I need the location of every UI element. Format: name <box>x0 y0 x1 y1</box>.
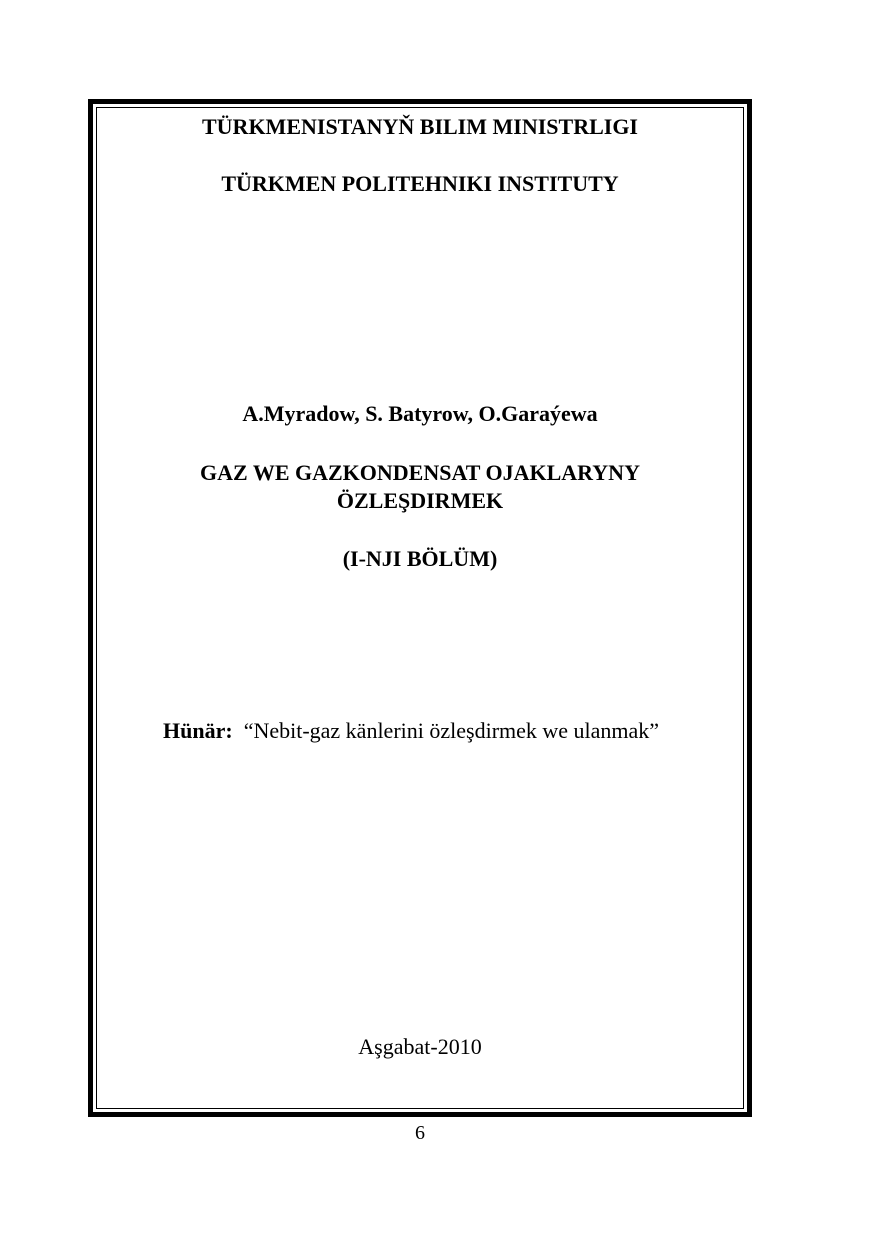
speciality-label: Hünär: <box>163 718 233 743</box>
book-title-line-2: ÖZLEŞDIRMEK <box>336 488 504 513</box>
institute-heading: TÜRKMEN POLITEHNIKI INSTITUTY <box>221 171 619 196</box>
speciality-value: “Nebit-gaz känlerini özleşdirmek we ulanmak” <box>243 718 660 743</box>
page-border-inner <box>96 107 744 1109</box>
authors: A.Myradow, S. Batyrow, O.Garaýewa <box>242 401 598 426</box>
city-year: Aşgabat-2010 <box>358 1034 482 1059</box>
book-part: (I-NJI BÖLÜM) <box>342 546 498 571</box>
ministry-heading: TÜRKMENISTANYŇ BILIM MINISTRLIGI <box>202 114 638 139</box>
speciality <box>163 718 659 744</box>
book-title-line-1: GAZ WE GAZKONDENSAT OJAKLARYNY <box>200 460 640 485</box>
page-number: 6 <box>415 1122 425 1144</box>
